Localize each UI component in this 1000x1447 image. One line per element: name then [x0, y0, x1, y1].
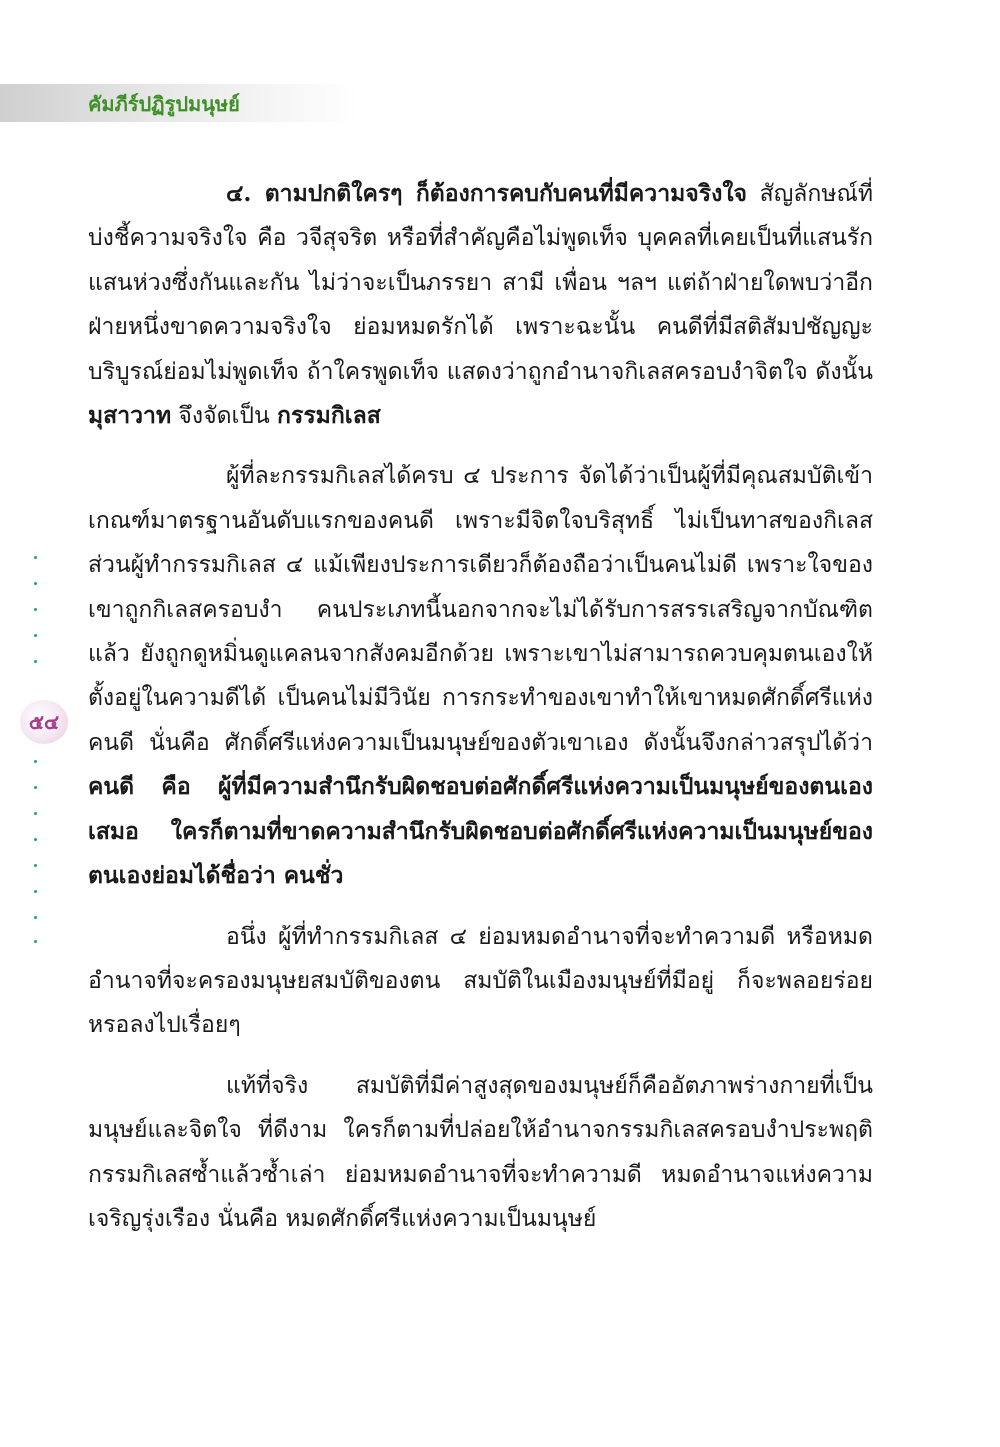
- paragraph: [88, 915, 873, 1048]
- margin-dot: [34, 786, 37, 789]
- margin-dot: [34, 812, 37, 815]
- margin-dot: [34, 838, 37, 841]
- margin-dot: [34, 940, 37, 943]
- margin-dot: [34, 582, 37, 585]
- margin-dot: [34, 556, 37, 559]
- page-number: ๕๔: [20, 700, 68, 744]
- margin-dots: [34, 556, 54, 946]
- margin-dot: [34, 634, 37, 637]
- text-run: มุสาวาท: [88, 402, 172, 430]
- text-run: คนดี คือ ผู้ที่มีความสำนึกรับผิดชอบต่อศักดิ์ศรีแห่งความเป็นมนุษย์ของตนเองเสมอ ใครก็ตามที่ขาดความสำนึกรับผิดชอบต่อศักดิ์ศรีแห่งความเป็นมนุษย์ของตนเองย่อมได้ชื่อว่า คนชั่ว: [88, 773, 873, 890]
- paragraph: [88, 454, 873, 898]
- text-run: แท้ที่จริง สมบัติที่มีค่าสูงสุดของมนุษย์ก็คืออัตภาพร่างกายที่เป็นมนุษย์และจิตใจ ที่ดีงาม ใครก็ตามที่ปล่อยให้อำนาจกรรมกิเลสครอบงำประพฤติกรรมกิเลสซ้ำแล้วซ้ำเล่า ย่อมหมดอำนาจที่จะทำความดี หมดอำนาจแห่งความเจริญรุ่งเรือง นั่นคือ หมดศักดิ์ศรีแห่งความเป็นมนุษย์: [88, 1072, 873, 1232]
- text-run: จึงจัดเป็น: [171, 403, 278, 430]
- margin-dot: [34, 608, 37, 611]
- paragraph: [88, 1064, 873, 1242]
- text-run: อนึ่ง ผู้ที่ทำกรรมกิเลส ๔ ย่อมหมดอำนาจที่จะทำความดี หรือหมดอำนาจที่จะครองมนุษยสมบัติของตน สมบัติในเมืองมนุษย์ที่มีอยู่ ก็จะพลอยร่อยหรอลงไปเรื่อยๆ: [88, 923, 873, 1039]
- margin-dot: [34, 660, 37, 663]
- margin-dot: [34, 760, 37, 763]
- margin-dot: [34, 890, 37, 893]
- body-text: [88, 172, 873, 1241]
- text-run: สัญลักษณ์ที่บ่งชี้ความจริงใจ คือ วจีสุจริต หรือที่สำคัญคือไม่พูดเท็จ บุคคลที่เคยเป็นที่แสนรักแสนห่วงซึ่งกันและกัน ไม่ว่าจะเป็นภรรยา สามี เพื่อน ฯลฯ แต่ถ้าฝ่ายใดพบว่าอีกฝ่ายหนึ่งขาดความจริงใจ ย่อมหมดรักได้ เพราะฉะนั้น คนดีที่มีสติสัมปชัญญะบริบูรณ์ย่อมไม่พูดเท็จ ถ้าใครพูดเท็จ แสดงว่าถูกอำนาจกิเลสครอบงำจิตใจ ดังนั้น: [88, 181, 873, 385]
- text-run: กรรมกิเลส: [277, 402, 381, 430]
- margin-dot: [34, 916, 37, 919]
- text-run: ๔. ตามปกติใครๆ ก็ต้องการคบกับคนที่มีความจริงใจ: [226, 180, 748, 207]
- paragraph: [88, 172, 873, 438]
- margin-dot: [34, 864, 37, 867]
- text-run: ผู้ที่ละกรรมกิเลสได้ครบ ๔ ประการ จัดได้ว่าเป็นผู้ที่มีคุณสมบัติเข้าเกณฑ์มาตรฐานอันดับแรกของคนดี เพราะมีจิตใจบริสุทธิ์ ไม่เป็นทาสของกิเลส ส่วนผู้ทำกรรมกิเลส ๔ แม้เพียงประการเดียวก็ต้องถือว่าเป็นคนไม่ดี เพราะใจของเขาถูกกิเลสครอบงำ คนประเภทนี้นอกจากจะไม่ได้รับการสรรเสริญจากบัณฑิตแล้ว ยังถูกดูหมิ่นดูแคลนจากสังคมอีกด้วย เพราะเขาไม่สามารถควบคุมตนเองให้ตั้งอยู่ในความดีได้ เป็นคนไม่มีวินัย การกระทำของเขาทำให้เขาหมดศักดิ์ศรีแห่งคนดี นั่นคือ ศักดิ์ศรีแห่งความเป็นมนุษย์ของตัวเขาเอง ดังนั้นจึงกล่าวสรุปได้ว่า: [88, 463, 873, 756]
- book-title: คัมภีร์ปฏิรูปมนุษย์: [88, 92, 240, 116]
